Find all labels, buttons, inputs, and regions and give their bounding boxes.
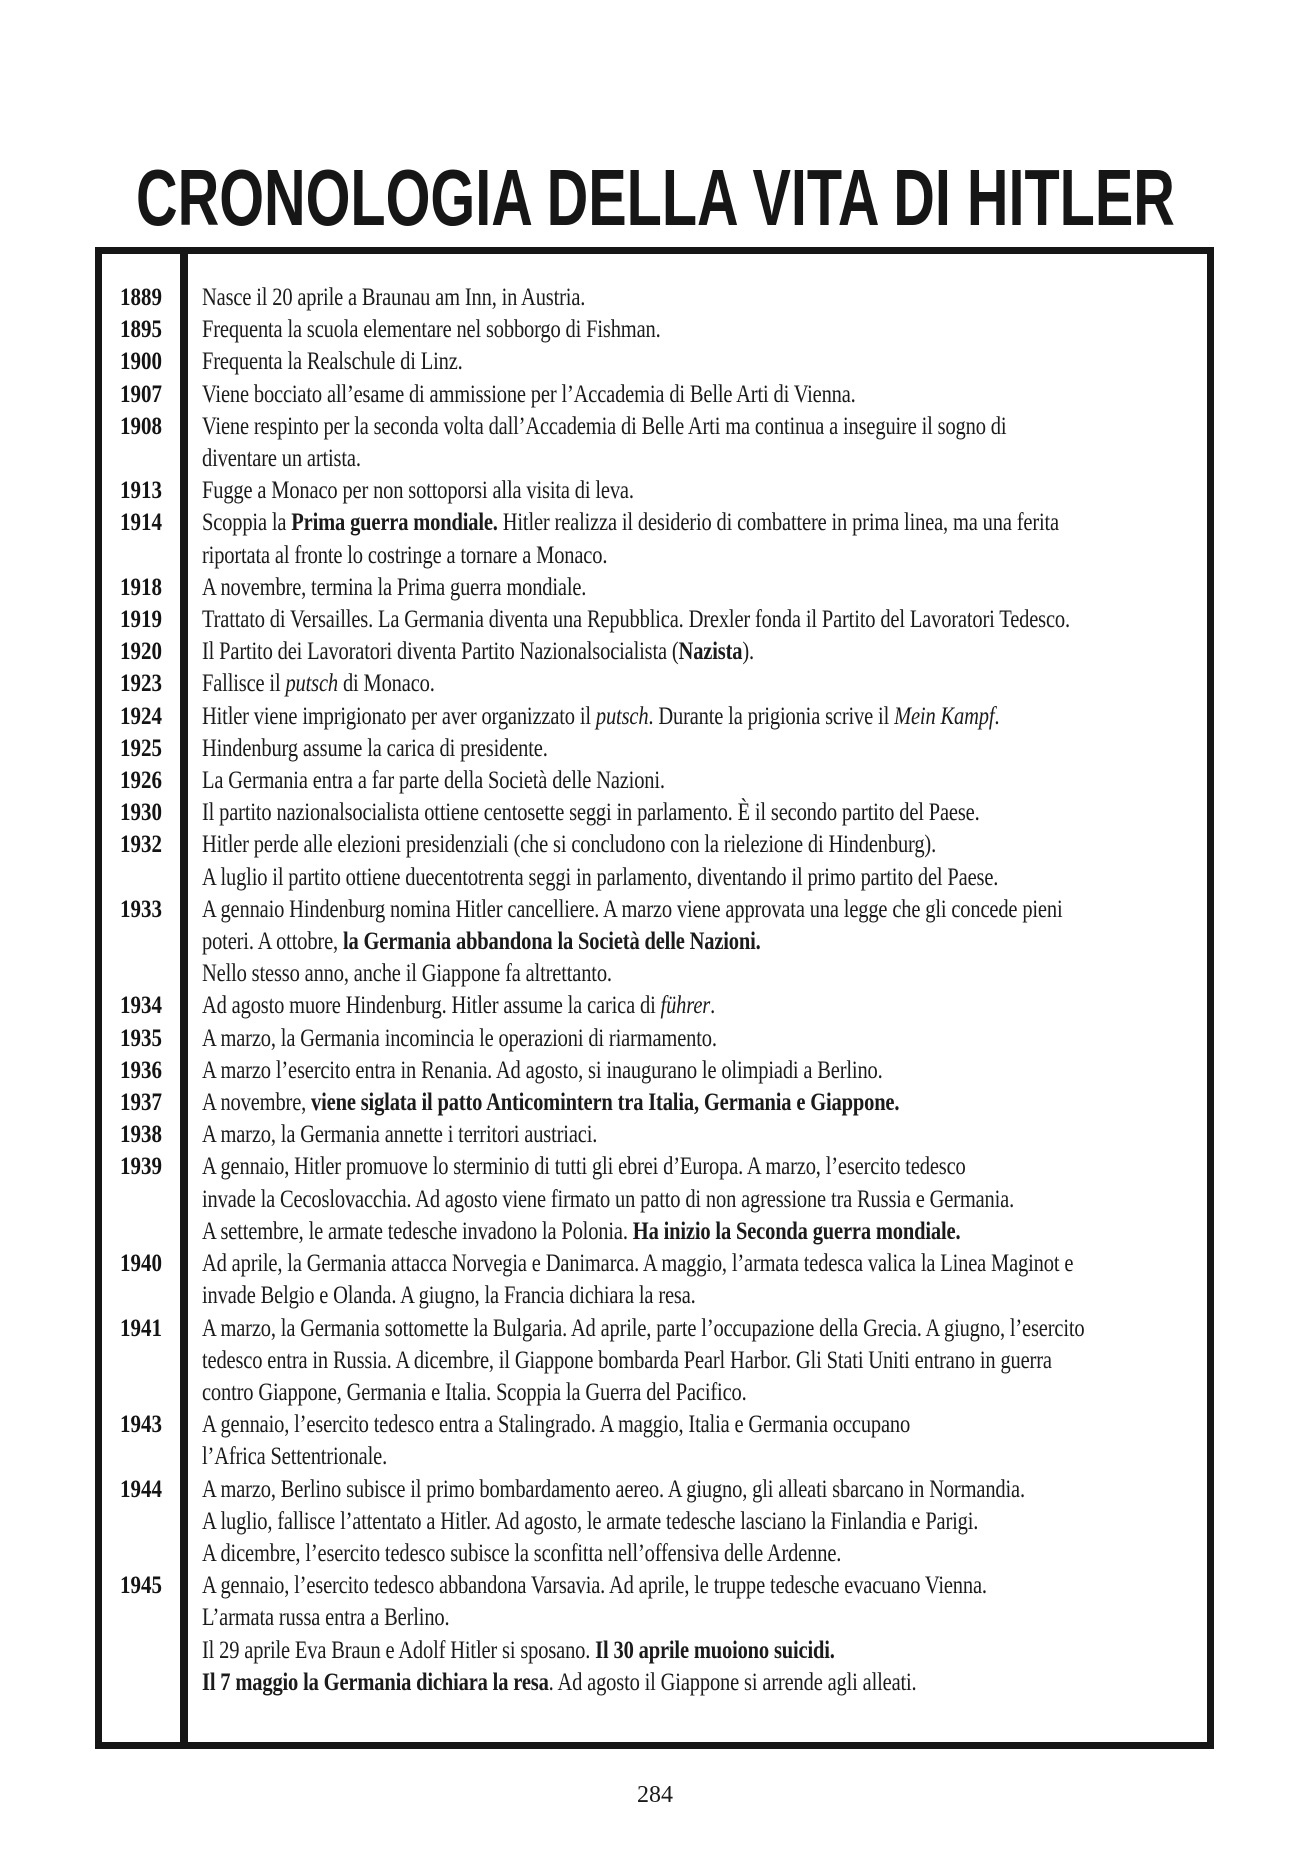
entry-text xyxy=(180,507,1247,571)
timeline-entry xyxy=(102,1119,1207,1151)
entry-text-line: A luglio, fallisce l’attentato a Hitler. Ad agosto, le armate tedesche lasciano la Finlandia e Parigi. xyxy=(202,1507,979,1535)
entry-year: 1934 xyxy=(120,992,162,1020)
timeline-entry xyxy=(102,894,1207,991)
timeline-entry xyxy=(102,1248,1207,1312)
entry-text-line: A gennaio, Hitler promuove lo sterminio di tutti gli ebrei d’Europa. A marzo, l’esercito tedesco xyxy=(202,1153,966,1181)
page-title xyxy=(0,153,1310,242)
entry-text xyxy=(180,572,1207,604)
entry-text xyxy=(180,314,1207,346)
entry-year: 1941 xyxy=(120,1314,162,1342)
entry-text xyxy=(180,1474,1207,1571)
entry-year: 1935 xyxy=(120,1024,162,1052)
entry-year: 1939 xyxy=(120,1153,162,1181)
entry-text-line: A dicembre, l’esercito tedesco subisce la sconfitta nell’offensiva delle Ardenne. xyxy=(202,1539,842,1567)
entry-year: 1925 xyxy=(120,734,162,762)
entry-text-line: A gennaio, l’esercito tedesco abbandona Varsavia. Ad aprile, le truppe tedesche evacuano Vienna. xyxy=(202,1572,987,1600)
entry-text xyxy=(180,668,1207,700)
entry-text-line: poteri. A ottobre, la Germania abbandona la Società delle Nazioni. xyxy=(202,928,761,956)
timeline-entry xyxy=(102,765,1207,797)
timeline-entry xyxy=(102,282,1207,314)
entry-text xyxy=(180,1151,1207,1248)
timeline-entry xyxy=(102,1474,1207,1571)
entry-text-line: Ad aprile, la Germania attacca Norvegia e Danimarca. A maggio, l’armata tedesca valica la Linea Maginot e xyxy=(202,1250,1074,1278)
entry-text xyxy=(180,1248,1265,1312)
entry-text-line: Il partito nazionalsocialista ottiene centosette seggi in parlamento. È il secondo partito del Paese. xyxy=(202,799,980,827)
entry-year: 1944 xyxy=(120,1475,162,1503)
entry-text xyxy=(180,894,1251,991)
timeline-entry xyxy=(102,797,1207,829)
entry-year: 1938 xyxy=(120,1121,162,1149)
entry-text-line: La Germania entra a far parte della Società delle Nazioni. xyxy=(202,767,665,795)
entry-text-line: Nello stesso anno, anche il Giappone fa altrettanto. xyxy=(202,960,612,988)
entry-text-line: A marzo, Berlino subisce il primo bombardamento aereo. A giugno, gli alleati sbarcano in Normandia. xyxy=(202,1475,1025,1503)
timeline-entry xyxy=(102,733,1207,765)
entry-text xyxy=(180,282,1207,314)
entry-text-line: A novembre, termina la Prima guerra mondiale. xyxy=(202,573,587,601)
timeline-entry xyxy=(102,701,1207,733)
entry-year: 1900 xyxy=(120,348,162,376)
entry-year: 1913 xyxy=(120,477,162,505)
entry-year: 1926 xyxy=(120,767,162,795)
entry-text-line: contro Giappone, Germania e Italia. Scoppia la Guerra del Pacifico. xyxy=(202,1378,747,1406)
entry-text-line: Fugge a Monaco per non sottoporsi alla visita di leva. xyxy=(202,477,634,505)
entry-text xyxy=(180,797,1207,829)
entry-year: 1932 xyxy=(120,831,162,859)
entry-text-line: invade Belgio e Olanda. A giugno, la Francia dichiara la resa. xyxy=(202,1282,696,1310)
entry-year: 1924 xyxy=(120,702,162,730)
timeline-entry xyxy=(102,829,1207,893)
entry-year: 1940 xyxy=(120,1250,162,1278)
entry-text-line: Hindenburg assume la carica di presidente. xyxy=(202,734,548,762)
entry-text xyxy=(180,346,1207,378)
entry-text xyxy=(180,604,1261,636)
timeline-entry xyxy=(102,636,1207,668)
entry-text-line: riportata al fronte lo costringe a tornare a Monaco. xyxy=(202,541,608,569)
entry-text-line: A marzo, la Germania incomincia le operazioni di riarmamento. xyxy=(202,1024,717,1052)
entry-text xyxy=(180,636,1207,668)
entry-text xyxy=(180,1570,1207,1699)
timeline-entry xyxy=(102,990,1207,1022)
entry-year: 1895 xyxy=(120,316,162,344)
timeline-entry xyxy=(102,604,1207,636)
entry-text-line: l’Africa Settentrionale. xyxy=(202,1443,388,1471)
entry-text-line: Scoppia la Prima guerra mondiale. Hitler realizza il desiderio di combattere in prima linea, ma una ferita xyxy=(202,509,1059,537)
entry-text-line: Frequenta la scuola elementare nel sobborgo di Fishman. xyxy=(202,316,661,344)
timeline-entry xyxy=(102,1570,1207,1699)
entry-text xyxy=(180,379,1207,411)
entry-year: 1908 xyxy=(120,412,162,440)
entry-text-line: Trattato di Versailles. La Germania diventa una Repubblica. Drexler fonda il Partito del Lavoratori Tedesco. xyxy=(202,606,1070,634)
entry-text xyxy=(180,475,1207,507)
entry-text-line: A novembre, viene siglata il patto Anticomintern tra Italia, Germania e Giappone. xyxy=(202,1089,900,1117)
entry-text-line: invade la Cecoslovacchia. Ad agosto viene firmato un patto di non agressione tra Russia e Germania. xyxy=(202,1185,1015,1213)
timeline-entry xyxy=(102,1313,1207,1410)
entry-text xyxy=(180,765,1207,797)
entry-text xyxy=(180,701,1207,733)
entry-text xyxy=(180,829,1207,893)
entry-text-line: Viene bocciato all’esame di ammissione per l’Accademia di Belle Arti di Vienna. xyxy=(202,380,856,408)
entry-text-line: Hitler perde alle elezioni presidenziali (che si concludono con la rielezione di Hindenburg). xyxy=(202,831,937,859)
entry-text-line: diventare un artista. xyxy=(202,445,361,473)
entry-text xyxy=(180,990,1207,1022)
page-number: 284 xyxy=(637,1782,673,1808)
timeline-entry xyxy=(102,411,1207,475)
entry-text-line: A marzo l’esercito entra in Renania. Ad agosto, si inaugurano le olimpiadi a Berlino. xyxy=(202,1056,883,1084)
entry-text-line: tedesco entra in Russia. A dicembre, il Giappone bombarda Pearl Harbor. Gli Stati Uniti entrano in guerra xyxy=(202,1346,1052,1374)
entry-text xyxy=(180,1055,1207,1087)
entry-text xyxy=(180,1313,1278,1410)
timeline-entry xyxy=(102,572,1207,604)
entry-text-line: L’armata russa entra a Berlino. xyxy=(202,1604,450,1632)
entry-text-line: A marzo, la Germania sottomette la Bulgaria. Ad aprile, parte l’occupazione della Grecia. A giugno, l’esercito xyxy=(202,1314,1085,1342)
timeline-entry xyxy=(102,1023,1207,1055)
entry-year: 1907 xyxy=(120,380,162,408)
entry-text-line: Il 29 aprile Eva Braun e Adolf Hitler si sposano. Il 30 aprile muoiono suicidi. xyxy=(202,1636,835,1664)
entry-year: 1937 xyxy=(120,1089,162,1117)
timeline-entry xyxy=(102,346,1207,378)
timeline-entry xyxy=(102,379,1207,411)
entry-year: 1914 xyxy=(120,509,162,537)
entry-year: 1923 xyxy=(120,670,162,698)
entry-text xyxy=(180,733,1207,765)
entry-text-line: A gennaio Hindenburg nomina Hitler cancelliere. A marzo viene approvata una legge che gli concede pieni xyxy=(202,895,1063,923)
entry-year: 1933 xyxy=(120,895,162,923)
entry-year: 1943 xyxy=(120,1411,162,1439)
timeline-entry xyxy=(102,1151,1207,1248)
entry-year: 1920 xyxy=(120,638,162,666)
entry-text-line: Ad agosto muore Hindenburg. Hitler assume la carica di führer. xyxy=(202,992,716,1020)
entry-text-line: Viene respinto per la seconda volta dall’Accademia di Belle Arti ma continua a inseguire il sogno di xyxy=(202,412,1007,440)
page-title-text: CRONOLOGIA DELLA VITA DI HITLER xyxy=(135,153,1175,242)
timeline-entries xyxy=(102,254,1207,1699)
timeline-entry xyxy=(102,507,1207,571)
timeline-entry xyxy=(102,1409,1207,1473)
entry-year: 1918 xyxy=(120,573,162,601)
entry-text-line: A settembre, le armate tedesche invadono la Polonia. Ha inizio la Seconda guerra mondiale. xyxy=(202,1217,961,1245)
entry-text-line: Il Partito dei Lavoratori diventa Partito Nazionalsocialista (Nazista). xyxy=(202,638,754,666)
entry-text-line: Hitler viene imprigionato per aver organizzato il putsch. Durante la prigionia scrive il Mein Kampf. xyxy=(202,702,1000,730)
entry-text xyxy=(180,1087,1207,1119)
timeline-entry xyxy=(102,1055,1207,1087)
entry-text-line: Nasce il 20 aprile a Braunau am Inn, in Austria. xyxy=(202,284,586,311)
timeline-entry xyxy=(102,314,1207,346)
entry-text-line: A marzo, la Germania annette i territori austriaci. xyxy=(202,1121,598,1149)
timeline-box xyxy=(95,247,1214,1749)
entry-year: 1930 xyxy=(120,799,162,827)
entry-text xyxy=(180,1409,1207,1473)
entry-text-line: A gennaio, l’esercito tedesco entra a Stalingrado. A maggio, Italia e Germania occupano xyxy=(202,1411,911,1439)
timeline-entry xyxy=(102,668,1207,700)
entry-text-line: A luglio il partito ottiene duecentotrenta seggi in parlamento, diventando il primo partito del Paese. xyxy=(202,863,999,891)
entry-text-line: Il 7 maggio la Germania dichiara la resa. Ad agosto il Giappone si arrende agli alleati. xyxy=(202,1668,917,1696)
timeline-entry xyxy=(102,1087,1207,1119)
entry-year: 1889 xyxy=(120,284,162,311)
entry-year: 1919 xyxy=(120,606,162,634)
entry-text xyxy=(180,1119,1207,1151)
entry-text-line: Frequenta la Realschule di Linz. xyxy=(202,348,463,376)
timeline-entry xyxy=(102,475,1207,507)
entry-text xyxy=(180,411,1207,475)
entry-year: 1936 xyxy=(120,1056,162,1084)
entry-text-line: Fallisce il putsch di Monaco. xyxy=(202,670,435,698)
entry-text xyxy=(180,1023,1207,1055)
entry-year: 1945 xyxy=(120,1572,162,1600)
